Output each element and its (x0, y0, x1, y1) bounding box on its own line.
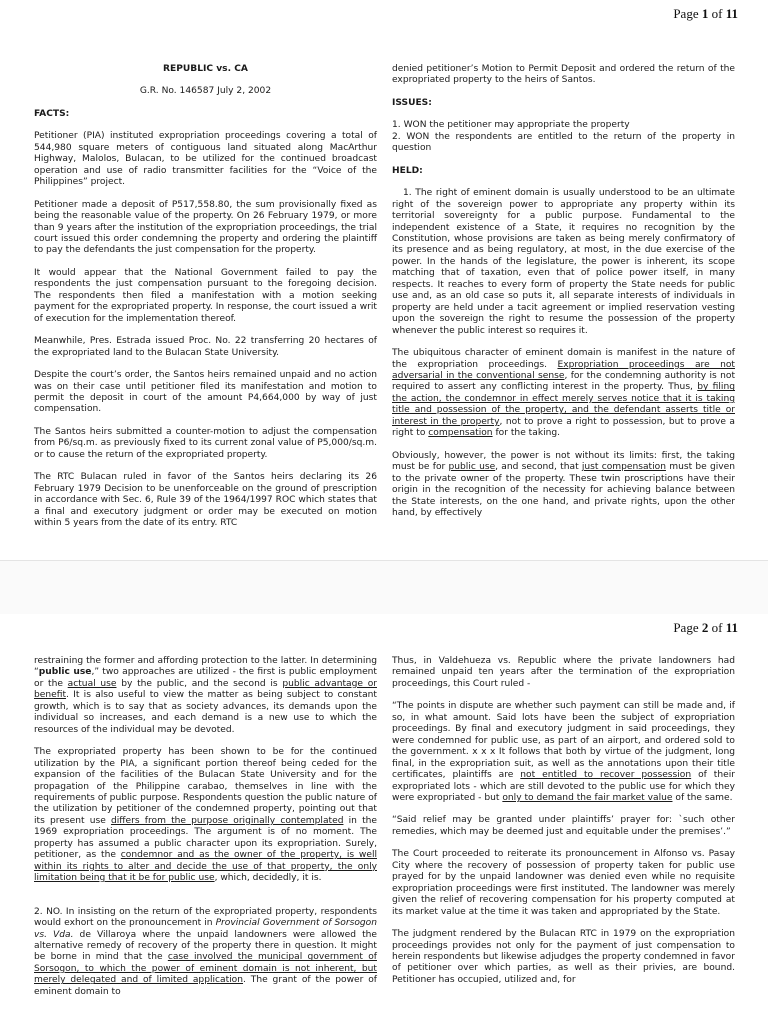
held-paragraph: 2. NO. In insisting on the return of the expropriated property, respondents would exhort on the pronouncement in Provincial Government of Sorsogon vs. Vda. de Villaroya where the unpaid landowners were allowed the alternative remedy of recovery of the property there in question. It might be borne in mind that the case involved the municipal government of Sorsogon, to which the power of eminent domain is not inherent, but merely delegated and of limited application. The grant of the power of eminent domain to (34, 906, 378, 997)
held-paragraph: The judgment rendered by the Bulacan RTC in 1979 on the expropriation proceedings provides not only for the payment of just compensation to herein respondents but likewise adjudges the property condemned in favor of petitioner over which parties, as well as their privies, are bound. Petitioner has occupied, utilized and, for (392, 929, 735, 985)
quoted-ruling: “The points in dispute are whether such payment can still be made and, if so, in what amount. Said lots have been the subject of expropriation proceedings. By final and executory judgment in said proceedings, they were condemned for public use, as part of an airport, and ordered sold to the government. x x x It follows that both by virtue of the judgment, long final, in the expropriation suit, as well as the annotations upon their title certificates, plaintiffs are not entitled to recover possession of their expropriated lots - which are still devoted to the public use for which they were expropriated - but only to demand the fair market value of the same. (392, 701, 735, 803)
page-1-left-column (34, 64, 377, 530)
facts-heading: FACTS: (34, 108, 70, 119)
page-1-right-column (392, 64, 735, 519)
facts-paragraph: The RTC Bulacan ruled in favor of the Santos heirs declaring its 26 February 1979 Decision to be unenforceable on the ground of prescription in accordance with Sec. 6, Rule 39 of the 1964/1997 ROC which states that a final and executory judgment or order may be executed on motion within 5 years from the date of its entry. RTC (34, 472, 377, 529)
facts-paragraph: Petitioner made a deposit of P517,558.80, the sum provisionally fixed as being the reasonable value of the property. On 26 February 1979, or more than 9 years after the institution of the expropriation proceedings, the trial court issued this order condemning the property and ordering the plaintiff to pay the defendants the just compensation for the property. (34, 199, 377, 256)
facts-continuation: denied petitioner’s Motion to Permit Deposit and ordered the return of the expropriated property to the heirs of Santos. (392, 64, 735, 86)
issue-item: 1. WON the petitioner may appropriate the property (392, 120, 630, 131)
case-title: REPUBLIC vs. CA (163, 64, 248, 74)
issues-heading: ISSUES: (392, 97, 432, 108)
facts-paragraph: It would appear that the National Government failed to pay the respondents the just compensation pursuant to the foregoing decision. The respondents then filed a manifestation with a motion seeking payment for the expropriated property. In response, the court issued a writ of execution for the implementation thereof. (34, 267, 377, 324)
held-paragraph: Thus, in Valdehueza vs. Republic where the private landowners had remained unpaid ten years after the termination of the expropriation proceedings, this Court ruled - (392, 656, 735, 689)
facts-paragraph: The Santos heirs submitted a counter-motion to adjust the compensation from P6/sq.m. as previously fixed to its current zonal value of P5,000/sq.m. or to cause the return of the expropriated property. (34, 426, 377, 460)
held-paragraph: The expropriated property has been shown to be for the continued utilization by the PIA, a significant portion thereof being ceded for the expansion of the facilities of the Bulacan State University and for the propagation of the Philippine carabao, themselves in line with the requirements of public purpose. Respondents question the public nature of the utilization by petitioner of the condemned property, pointing out that its present use differs from the purpose originally contemplated in the 1969 expropriation proceedings. The argument is of no moment. The property has assumed a public character upon its expropriation. Surely, petitioner, as the condemnor and as the owner of the property, is well within its rights to alter and decide the use of that property, the only limitation being that it be for public use, which, decidedly, it is. (34, 747, 377, 884)
facts-paragraph: Meanwhile, Pres. Estrada issued Proc. No. 22 transferring 20 hectares of the expropriated land to the Bulacan State University. (34, 336, 377, 358)
held-paragraph: The ubiquitous character of eminent domain is manifest in the nature of the expropriation proceedings. Expropriation proceedings are not adversarial in the conventional sense, for the condemning authority is not required to assert any conflicting interest in the property. Thus, by filing the action, the condemnor in effect merely serves notice that it is taking title and possession of the property, and the defendant asserts title or interest in the property, not to prove a right to possession, but to prove a right to compensation for the taking. (392, 348, 736, 439)
issue-item: 2. WON the respondents are entitled to the return of the property in question (392, 131, 735, 154)
document-page-2 (0, 614, 768, 1024)
page-gap (0, 560, 768, 616)
page-number-1: Page 1 of 11 (673, 6, 738, 21)
held-paragraph: restraining the former and affording protection to the latter. In determining “public use,” two approaches are utilized - the first is public employment or the actual use by the public, and the second is public advantage or benefit. It is also useful to view the matter as being subject to constant growth, which is to say that as society advances, its demands upon the individual so increases, and each demand is a new use to which the resources of the individual may be devoted. (34, 656, 377, 735)
held-paragraph: Obviously, however, the power is not without its limits: first, the taking must be for public use, and second, that just compensation must be given to the private owner of the property. These twin proscriptions have their origin in the recognition of the necessity for achieving balance between the State interests, on the one hand, and private rights, upon the other hand, by effectively (392, 450, 735, 518)
page-number-2: Page 2 of 11 (673, 620, 738, 635)
held-paragraph: 1. The right of eminent domain is usually understood to be an ultimate right of the sovereign power to appropriate any property within its territorial sovereignty for a public purpose. Fundamental to the independent existence of a State, it requires no recognition by the Constitution, whose provisions are taken as being merely confirmatory of its presence and as being regulatory, at most, in the due exercise of the power. In the hands of the legislature, the power is inherent, its scope matching that of taxation, even that of police power itself, in many respects. It reaches to every form of property the State needs for public use and, as an old case so puts it, all separate interests of individuals in property are held under a tacit agreement or implied reservation vesting upon the sovereign the right to resume the possession of the property whenever the public interest so requires it. (392, 188, 735, 336)
facts-paragraph: Despite the court’s order, the Santos heirs remained unpaid and no action was on their case until petitioner filed its manifestation and motion to permit the deposit in court of the amount P4,664,000 by way of just compensation. (34, 370, 377, 415)
page-2-left-column (34, 656, 377, 998)
facts-paragraph: Petitioner (PIA) instituted expropriation proceedings covering a total of 544,980 square meters of contiguous land situated along MacArthur Highway, Malolos, Bulacan, to be utilized for the continued broadcast operation and use of radio transmitter facilities for the “Voice of the Philippines” project. (34, 131, 377, 188)
held-heading: HELD: (392, 165, 423, 176)
case-gr-number: G.R. No. 146587 July 2, 2002 (139, 86, 272, 97)
held-paragraph: The Court proceeded to reiterate its pronouncement in Alfonso vs. Pasay City where the recovery of possession of property taken for public use prayed for by the unpaid landowner was denied even while no requisite expropriation proceedings were first instituted. The landowner was merely given the relief of recovering compensation for his property computed at its market value at the time it was taken and appropriated by the State. (392, 849, 735, 917)
quoted-ruling: “Said relief may be granted under plaintiffs’ prayer for: `such other remedies, which may be deemed just and equitable under the premises’.” (392, 815, 735, 837)
page-2-right-column (392, 656, 735, 986)
